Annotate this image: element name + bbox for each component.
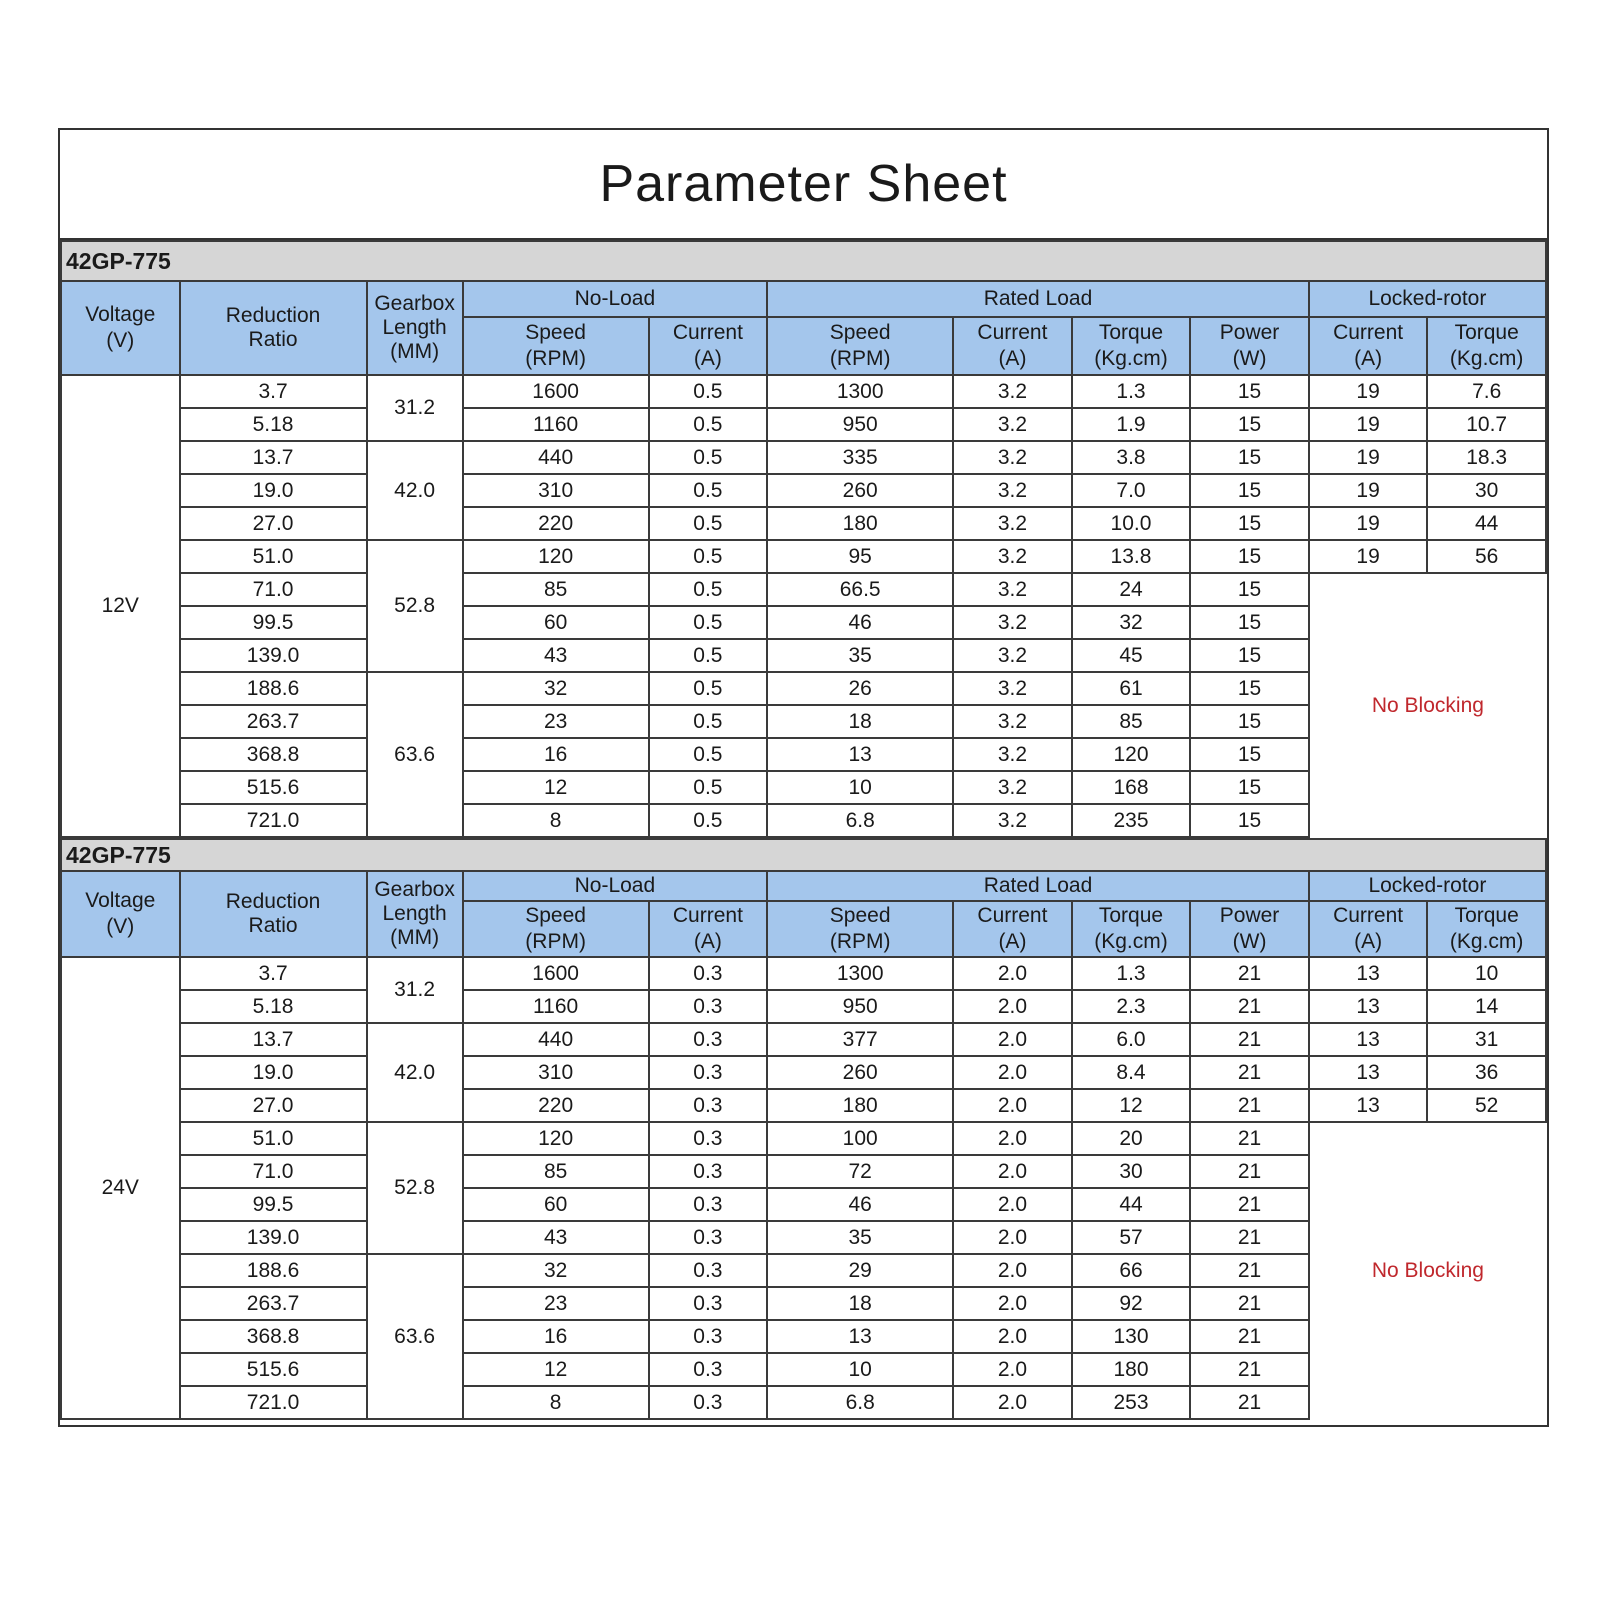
no-load-speed-cell: 1160 (463, 990, 649, 1023)
gearbox-length-header: Gearbox Length (MM) (367, 281, 463, 375)
locked-current-cell: 19 (1309, 441, 1428, 474)
reduction-ratio-cell: 51.0 (180, 1122, 367, 1155)
no-load-speed-cell: 310 (463, 1056, 649, 1089)
no-load-current-cell: 0.3 (649, 1155, 768, 1188)
rated-current-cell: 3.2 (953, 672, 1072, 705)
rated-speed-cell: 1300 (767, 957, 953, 990)
reduction-ratio-cell: 5.18 (180, 408, 367, 441)
locked-current-cell: 13 (1309, 1089, 1428, 1122)
no-load-current-cell: 0.3 (649, 1122, 768, 1155)
reduction-ratio-cell: 188.6 (180, 672, 367, 705)
rated-torque-header: Torque (Kg.cm) (1072, 901, 1191, 957)
locked-torque-cell: 7.6 (1427, 375, 1546, 408)
locked-torque-cell: 36 (1427, 1056, 1546, 1089)
rated-torque-cell: 7.0 (1072, 474, 1191, 507)
reduction-ratio-cell: 13.7 (180, 1023, 367, 1056)
reduction-ratio-cell: 51.0 (180, 540, 367, 573)
locked-torque-cell: 52 (1427, 1089, 1546, 1122)
rated-torque-cell: 8.4 (1072, 1056, 1191, 1089)
no-load-header: No-Load (463, 281, 768, 317)
locked-torque-cell: 10 (1427, 957, 1546, 990)
rated-power-cell: 21 (1190, 1353, 1309, 1386)
no-load-header: No-Load (463, 871, 768, 901)
rated-current-cell: 2.0 (953, 990, 1072, 1023)
no-load-speed-cell: 23 (463, 705, 649, 738)
rated-current-cell: 2.0 (953, 957, 1072, 990)
no-load-current-cell: 0.5 (649, 672, 768, 705)
rated-power-header: Power (W) (1190, 901, 1309, 957)
no-load-current-cell: 0.5 (649, 507, 768, 540)
rated-torque-cell: 45 (1072, 639, 1191, 672)
rated-power-cell: 15 (1190, 573, 1309, 606)
gearbox-length-header: Gearbox Length (MM) (367, 871, 463, 957)
rated-current-cell: 3.2 (953, 639, 1072, 672)
rated-speed-cell: 950 (767, 408, 953, 441)
rated-power-cell: 15 (1190, 408, 1309, 441)
gearbox-length-cell: 63.6 (367, 1254, 463, 1419)
rated-speed-cell: 10 (767, 1353, 953, 1386)
rated-speed-cell: 46 (767, 1188, 953, 1221)
no-load-speed-cell: 310 (463, 474, 649, 507)
rated-speed-header: Speed (RPM) (767, 901, 953, 957)
rated-torque-cell: 1.3 (1072, 375, 1191, 408)
no-load-current-cell: 0.5 (649, 474, 768, 507)
no-load-speed-cell: 120 (463, 1122, 649, 1155)
rated-torque-cell: 13.8 (1072, 540, 1191, 573)
gearbox-length-cell: 42.0 (367, 441, 463, 540)
rated-torque-cell: 6.0 (1072, 1023, 1191, 1056)
rated-speed-cell: 72 (767, 1155, 953, 1188)
rated-power-cell: 21 (1190, 1287, 1309, 1320)
parameter-table-12V (60, 240, 1547, 838)
locked-torque-cell: 56 (1427, 540, 1546, 573)
no-load-current-cell: 0.5 (649, 771, 768, 804)
rated-speed-cell: 100 (767, 1122, 953, 1155)
no-load-speed-cell: 440 (463, 1023, 649, 1056)
rated-current-cell: 3.2 (953, 540, 1072, 573)
gearbox-length-cell: 31.2 (367, 375, 463, 441)
rated-power-cell: 21 (1190, 1122, 1309, 1155)
locked-rotor-header: Locked-rotor (1309, 871, 1546, 901)
table-row (61, 507, 1546, 540)
rated-speed-cell: 35 (767, 639, 953, 672)
no-load-current-cell: 0.3 (649, 1221, 768, 1254)
no-load-current-cell: 0.5 (649, 705, 768, 738)
no-load-speed-cell: 32 (463, 1254, 649, 1287)
no-load-speed-cell: 85 (463, 1155, 649, 1188)
rated-speed-cell: 180 (767, 1089, 953, 1122)
rated-speed-cell: 29 (767, 1254, 953, 1287)
reduction-ratio-cell: 139.0 (180, 1221, 367, 1254)
locked-torque-header: Torque (Kg.cm) (1427, 317, 1546, 375)
rated-torque-cell: 130 (1072, 1320, 1191, 1353)
rated-torque-cell: 168 (1072, 771, 1191, 804)
no-load-speed-cell: 8 (463, 804, 649, 837)
no-load-current-cell: 0.3 (649, 990, 768, 1023)
no-load-current-cell: 0.5 (649, 375, 768, 408)
rated-speed-cell: 13 (767, 738, 953, 771)
rated-power-cell: 21 (1190, 1221, 1309, 1254)
rated-power-header: Power (W) (1190, 317, 1309, 375)
no-load-speed-cell: 32 (463, 672, 649, 705)
rated-power-cell: 21 (1190, 957, 1309, 990)
no-load-current-cell: 0.3 (649, 1254, 768, 1287)
rated-torque-cell: 30 (1072, 1155, 1191, 1188)
no-load-speed-cell: 43 (463, 1221, 649, 1254)
rated-power-cell: 15 (1190, 606, 1309, 639)
locked-current-cell: 19 (1309, 540, 1428, 573)
no-load-current-cell: 0.3 (649, 1320, 768, 1353)
reduction-ratio-header: Reduction Ratio (180, 281, 367, 375)
rated-current-cell: 2.0 (953, 1353, 1072, 1386)
rated-power-cell: 15 (1190, 375, 1309, 408)
gearbox-length-cell: 31.2 (367, 957, 463, 1023)
locked-current-header: Current (A) (1309, 901, 1428, 957)
voltage-cell: 24V (61, 957, 180, 1419)
no-load-speed-header: Speed (RPM) (463, 317, 649, 375)
rated-load-header: Rated Load (767, 281, 1309, 317)
reduction-ratio-cell: 3.7 (180, 957, 367, 990)
no-load-current-header: Current (A) (649, 317, 768, 375)
rated-power-cell: 21 (1190, 1023, 1309, 1056)
rated-power-cell: 21 (1190, 1320, 1309, 1353)
voltage-header: Voltage (V) (61, 871, 180, 957)
rated-current-header: Current (A) (953, 317, 1072, 375)
rated-current-cell: 2.0 (953, 1287, 1072, 1320)
rated-torque-cell: 253 (1072, 1386, 1191, 1419)
rated-power-cell: 15 (1190, 672, 1309, 705)
rated-torque-cell: 1.3 (1072, 957, 1191, 990)
reduction-ratio-header: Reduction Ratio (180, 871, 367, 957)
locked-current-cell: 13 (1309, 957, 1428, 990)
rated-torque-cell: 10.0 (1072, 507, 1191, 540)
no-load-speed-cell: 1160 (463, 408, 649, 441)
table-row (61, 573, 1546, 606)
reduction-ratio-cell: 368.8 (180, 738, 367, 771)
locked-current-cell: 13 (1309, 1056, 1428, 1089)
no-load-current-cell: 0.3 (649, 1056, 768, 1089)
locked-current-cell: 19 (1309, 375, 1428, 408)
rated-power-cell: 15 (1190, 705, 1309, 738)
rated-speed-cell: 260 (767, 474, 953, 507)
no-load-current-cell: 0.3 (649, 1089, 768, 1122)
reduction-ratio-cell: 27.0 (180, 507, 367, 540)
rated-speed-cell: 35 (767, 1221, 953, 1254)
locked-current-cell: 19 (1309, 474, 1428, 507)
table-row (61, 408, 1546, 441)
no-load-speed-cell: 85 (463, 573, 649, 606)
no-load-speed-cell: 23 (463, 1287, 649, 1320)
rated-current-cell: 3.2 (953, 408, 1072, 441)
table-row (61, 441, 1546, 474)
rated-load-header: Rated Load (767, 871, 1309, 901)
rated-current-cell: 3.2 (953, 375, 1072, 408)
rated-torque-header: Torque (Kg.cm) (1072, 317, 1191, 375)
reduction-ratio-cell: 721.0 (180, 1386, 367, 1419)
reduction-ratio-cell: 5.18 (180, 990, 367, 1023)
rated-speed-cell: 1300 (767, 375, 953, 408)
rated-current-cell: 3.2 (953, 441, 1072, 474)
rated-speed-cell: 66.5 (767, 573, 953, 606)
reduction-ratio-cell: 19.0 (180, 1056, 367, 1089)
table-row (61, 375, 1546, 408)
rated-torque-cell: 32 (1072, 606, 1191, 639)
no-load-speed-cell: 120 (463, 540, 649, 573)
no-load-speed-cell: 60 (463, 1188, 649, 1221)
table-row (61, 990, 1546, 1023)
model-label: 42GP-775 (61, 241, 1546, 281)
rated-power-cell: 15 (1190, 507, 1309, 540)
rated-current-cell: 3.2 (953, 705, 1072, 738)
rated-torque-cell: 85 (1072, 705, 1191, 738)
rated-speed-cell: 95 (767, 540, 953, 573)
rated-current-cell: 2.0 (953, 1155, 1072, 1188)
locked-current-cell: 13 (1309, 990, 1428, 1023)
table-row (61, 474, 1546, 507)
no-load-current-cell: 0.5 (649, 639, 768, 672)
rated-current-cell: 3.2 (953, 738, 1072, 771)
no-load-current-cell: 0.3 (649, 1386, 768, 1419)
rated-speed-cell: 377 (767, 1023, 953, 1056)
rated-torque-cell: 120 (1072, 738, 1191, 771)
rated-torque-cell: 235 (1072, 804, 1191, 837)
rated-power-cell: 15 (1190, 474, 1309, 507)
no-blocking-note: No Blocking (1309, 573, 1546, 837)
rated-speed-cell: 6.8 (767, 1386, 953, 1419)
reduction-ratio-cell: 3.7 (180, 375, 367, 408)
table-row (61, 1122, 1546, 1155)
rated-speed-cell: 26 (767, 672, 953, 705)
locked-torque-cell: 14 (1427, 990, 1546, 1023)
rated-speed-cell: 180 (767, 507, 953, 540)
no-load-speed-cell: 43 (463, 639, 649, 672)
rated-power-cell: 21 (1190, 1188, 1309, 1221)
rated-torque-cell: 2.3 (1072, 990, 1191, 1023)
rated-speed-header: Speed (RPM) (767, 317, 953, 375)
reduction-ratio-cell: 263.7 (180, 705, 367, 738)
rated-torque-cell: 3.8 (1072, 441, 1191, 474)
no-load-speed-cell: 220 (463, 1089, 649, 1122)
reduction-ratio-cell: 515.6 (180, 771, 367, 804)
sheet-title: Parameter Sheet (60, 130, 1547, 240)
rated-torque-cell: 44 (1072, 1188, 1191, 1221)
gearbox-length-cell: 52.8 (367, 540, 463, 672)
locked-current-cell: 19 (1309, 507, 1428, 540)
rated-speed-cell: 6.8 (767, 804, 953, 837)
rated-power-cell: 21 (1190, 1386, 1309, 1419)
no-load-speed-cell: 16 (463, 738, 649, 771)
rated-torque-cell: 180 (1072, 1353, 1191, 1386)
table-row (61, 540, 1546, 573)
reduction-ratio-cell: 19.0 (180, 474, 367, 507)
no-load-current-cell: 0.5 (649, 804, 768, 837)
no-load-speed-header: Speed (RPM) (463, 901, 649, 957)
no-load-current-cell: 0.5 (649, 540, 768, 573)
no-load-speed-cell: 60 (463, 606, 649, 639)
rated-current-cell: 3.2 (953, 474, 1072, 507)
rated-torque-cell: 12 (1072, 1089, 1191, 1122)
reduction-ratio-cell: 99.5 (180, 1188, 367, 1221)
rated-current-cell: 2.0 (953, 1386, 1072, 1419)
rated-current-cell: 3.2 (953, 771, 1072, 804)
rated-power-cell: 21 (1190, 1254, 1309, 1287)
locked-rotor-header: Locked-rotor (1309, 281, 1546, 317)
no-load-speed-cell: 440 (463, 441, 649, 474)
rated-power-cell: 15 (1190, 639, 1309, 672)
no-load-current-header: Current (A) (649, 901, 768, 957)
rated-speed-cell: 260 (767, 1056, 953, 1089)
rated-current-cell: 3.2 (953, 606, 1072, 639)
rated-torque-cell: 1.9 (1072, 408, 1191, 441)
locked-torque-cell: 18.3 (1427, 441, 1546, 474)
rated-speed-cell: 13 (767, 1320, 953, 1353)
reduction-ratio-cell: 139.0 (180, 639, 367, 672)
no-load-speed-cell: 220 (463, 507, 649, 540)
no-load-current-cell: 0.3 (649, 957, 768, 990)
rated-speed-cell: 335 (767, 441, 953, 474)
reduction-ratio-cell: 71.0 (180, 1155, 367, 1188)
no-load-current-cell: 0.5 (649, 408, 768, 441)
gearbox-length-cell: 63.6 (367, 672, 463, 837)
reduction-ratio-cell: 368.8 (180, 1320, 367, 1353)
rated-current-cell: 2.0 (953, 1056, 1072, 1089)
locked-torque-cell: 44 (1427, 507, 1546, 540)
rated-speed-cell: 10 (767, 771, 953, 804)
locked-torque-cell: 10.7 (1427, 408, 1546, 441)
no-load-current-cell: 0.5 (649, 441, 768, 474)
voltage-header: Voltage (V) (61, 281, 180, 375)
reduction-ratio-cell: 71.0 (180, 573, 367, 606)
rated-power-cell: 15 (1190, 804, 1309, 837)
no-load-speed-cell: 16 (463, 1320, 649, 1353)
rated-power-cell: 15 (1190, 540, 1309, 573)
model-label: 42GP-775 (61, 839, 1546, 871)
locked-torque-header: Torque (Kg.cm) (1427, 901, 1546, 957)
rated-torque-cell: 57 (1072, 1221, 1191, 1254)
no-blocking-note: No Blocking (1309, 1122, 1546, 1419)
reduction-ratio-cell: 13.7 (180, 441, 367, 474)
rated-current-cell: 3.2 (953, 573, 1072, 606)
rated-power-cell: 15 (1190, 441, 1309, 474)
reduction-ratio-cell: 188.6 (180, 1254, 367, 1287)
rated-speed-cell: 18 (767, 1287, 953, 1320)
rated-torque-cell: 66 (1072, 1254, 1191, 1287)
rated-current-cell: 3.2 (953, 804, 1072, 837)
rated-torque-cell: 24 (1072, 573, 1191, 606)
rated-power-cell: 21 (1190, 1155, 1309, 1188)
no-load-speed-cell: 1600 (463, 957, 649, 990)
no-load-speed-cell: 1600 (463, 375, 649, 408)
no-load-current-cell: 0.5 (649, 606, 768, 639)
locked-current-cell: 19 (1309, 408, 1428, 441)
no-load-current-cell: 0.3 (649, 1353, 768, 1386)
locked-current-cell: 13 (1309, 1023, 1428, 1056)
no-load-current-cell: 0.3 (649, 1287, 768, 1320)
rated-current-cell: 2.0 (953, 1122, 1072, 1155)
rated-power-cell: 21 (1190, 990, 1309, 1023)
parameter-table-24V (60, 838, 1547, 1420)
table-row (61, 1089, 1546, 1122)
reduction-ratio-cell: 721.0 (180, 804, 367, 837)
rated-power-cell: 21 (1190, 1056, 1309, 1089)
rated-power-cell: 15 (1190, 771, 1309, 804)
gearbox-length-cell: 42.0 (367, 1023, 463, 1122)
rated-current-cell: 2.0 (953, 1089, 1072, 1122)
rated-torque-cell: 20 (1072, 1122, 1191, 1155)
rated-power-cell: 21 (1190, 1089, 1309, 1122)
tables-container (60, 240, 1547, 1420)
voltage-cell: 12V (61, 375, 180, 837)
rated-speed-cell: 46 (767, 606, 953, 639)
rated-current-cell: 2.0 (953, 1023, 1072, 1056)
rated-torque-cell: 61 (1072, 672, 1191, 705)
rated-torque-cell: 92 (1072, 1287, 1191, 1320)
rated-current-cell: 2.0 (953, 1254, 1072, 1287)
locked-current-header: Current (A) (1309, 317, 1428, 375)
no-load-current-cell: 0.5 (649, 573, 768, 606)
reduction-ratio-cell: 99.5 (180, 606, 367, 639)
rated-current-cell: 2.0 (953, 1320, 1072, 1353)
table-row (61, 1023, 1546, 1056)
no-load-speed-cell: 8 (463, 1386, 649, 1419)
no-load-speed-cell: 12 (463, 1353, 649, 1386)
rated-current-cell: 2.0 (953, 1221, 1072, 1254)
rated-power-cell: 15 (1190, 738, 1309, 771)
locked-torque-cell: 31 (1427, 1023, 1546, 1056)
locked-torque-cell: 30 (1427, 474, 1546, 507)
rated-speed-cell: 950 (767, 990, 953, 1023)
no-load-current-cell: 0.3 (649, 1188, 768, 1221)
no-load-current-cell: 0.5 (649, 738, 768, 771)
table-row (61, 957, 1546, 990)
rated-current-cell: 3.2 (953, 507, 1072, 540)
no-load-current-cell: 0.3 (649, 1023, 768, 1056)
gearbox-length-cell: 52.8 (367, 1122, 463, 1254)
rated-speed-cell: 18 (767, 705, 953, 738)
reduction-ratio-cell: 27.0 (180, 1089, 367, 1122)
rated-current-header: Current (A) (953, 901, 1072, 957)
table-row (61, 1056, 1546, 1089)
parameter-sheet (58, 128, 1549, 1427)
rated-current-cell: 2.0 (953, 1188, 1072, 1221)
no-load-speed-cell: 12 (463, 771, 649, 804)
reduction-ratio-cell: 263.7 (180, 1287, 367, 1320)
reduction-ratio-cell: 515.6 (180, 1353, 367, 1386)
